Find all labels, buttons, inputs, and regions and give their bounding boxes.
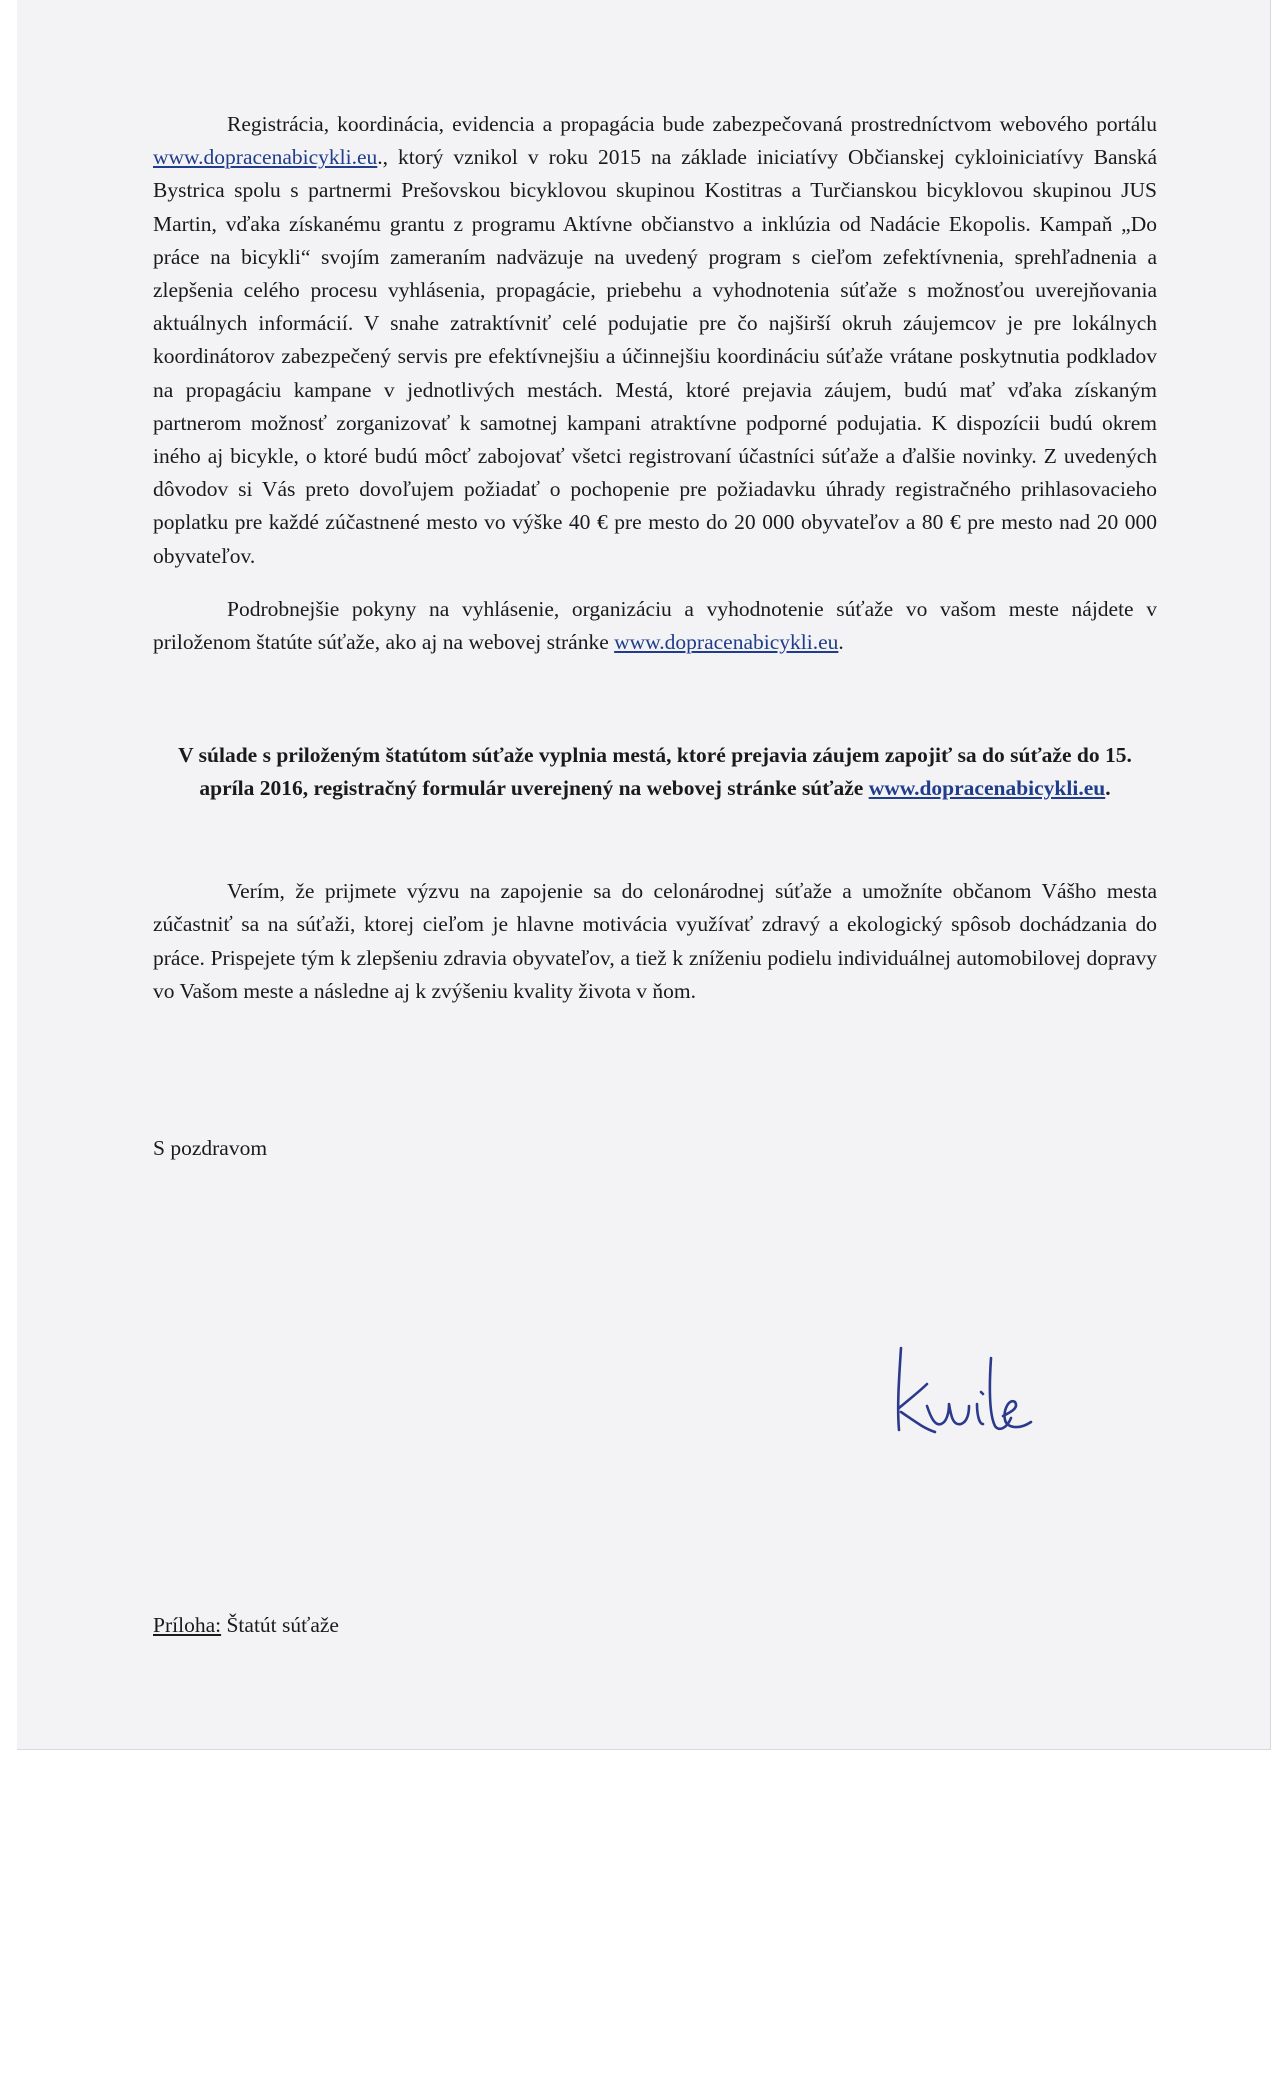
greeting: S pozdravom (153, 1136, 268, 1161)
paragraph-instructions (153, 593, 1157, 659)
attachment-label: Príloha: (153, 1613, 222, 1637)
notice-text: V súlade s priloženým štatútom súťaže vyplnia mestá, ktoré prejavia záujem zapojiť sa do súťaže do 15. apríla 2016, registračný formulár uverejnený na webovej stránke súťaže (178, 743, 1132, 801)
website-link[interactable]: www.dopracenabicykli.eu (614, 630, 839, 655)
registration-notice (153, 739, 1157, 805)
paragraph-invitation: Verím, že prijmete výzvu na zapojenie sa do celonárodnej súťaže a umožníte občanom Vášho mesta zúčastniť sa na súťaži, ktorej cieľom je hlavne motivácia využívať zdravý a ekologický spôsob dochádzania do práce. Prispejete tým k zlepšeniu zdravia obyvateľov, a tiež k zníženiu podielu individuálnej automobilovej dopravy vo Vašom meste a následne aj k zvýšeniu kvality života v ňom. (153, 879, 1157, 1003)
website-link[interactable]: www.dopracenabicykli.eu (868, 776, 1106, 801)
notice-text: . (1105, 776, 1111, 801)
scanned-page (17, 0, 1271, 1750)
letter-body (153, 108, 1157, 1165)
attachment-line (153, 1613, 339, 1638)
signature (887, 1338, 1037, 1438)
paragraph-registration (153, 108, 1157, 573)
paragraph-text: Podrobnejšie pokyny na vyhlásenie, organizáciu a vyhodnotenie súťaže vo vašom meste nájdete v priloženom štatúte súťaže, ako aj na webovej stránke (153, 596, 1157, 655)
paragraph-text: . (838, 630, 844, 655)
attachment-title: Štatút súťaže (221, 1613, 339, 1637)
website-link[interactable]: www.dopracenabicykli.eu (153, 145, 378, 170)
paragraph-text: Registrácia, koordinácia, evidencia a propagácia bude zabezpečovaná prostredníctvom webového portálu (227, 112, 1157, 136)
paragraph-text: ., ktorý vznikol v roku 2015 na základe iniciatívy Občianskej cykloiniciatívy Banská Bystrica spolu s partnermi Prešovskou bicyklovou skupinou Kostitras a Turčianskou bicyklovou skupinou JUS Martin, vďaka získanému grantu z programu Aktívne občianstvo a inklúzia od Nadácie Ekopolis. Kampaň „Do práce na bicykli“ svojím zameraním nadväzuje na uvedený program s cieľom zefektívnenia, sprehľadnenia a zlepšenia celého procesu vyhlásenia, propagácie, priebehu a vyhodnotenia súťaže s možnosťou uverejňovania aktuálnych informácií. V snahe zatraktívniť celé podujatie pre čo najširší okruh záujemcov je pre lokálnych koordinátorov zabezpečený servis pre efektívnejšiu a účinnejšiu koordináciu súťaže vrátane poskytnutia podkladov na propagáciu kampane v jednotlivých mestách. Mestá, ktoré prejavia záujem, budú mať vďaka získaným partnerom možnosť zorganizovať k samotnej kampani atraktívne podporné podujatia. K dispozícii budú okrem iného aj bicykle, o ktoré budú môcť zabojovať všetci registrovaní účastníci súťaže a ďalšie novinky. Z uvedených dôvodov si Vás preto dovoľujem požiadať o pochopenie pre požiadavku úhrady registračného prihlasovacieho poplatku pre každé zúčastnené mesto vo výške 40 € pre mesto do 20 000 obyvateľov a 80 € pre mesto nad 20 000 obyvateľov. (153, 145, 1157, 568)
